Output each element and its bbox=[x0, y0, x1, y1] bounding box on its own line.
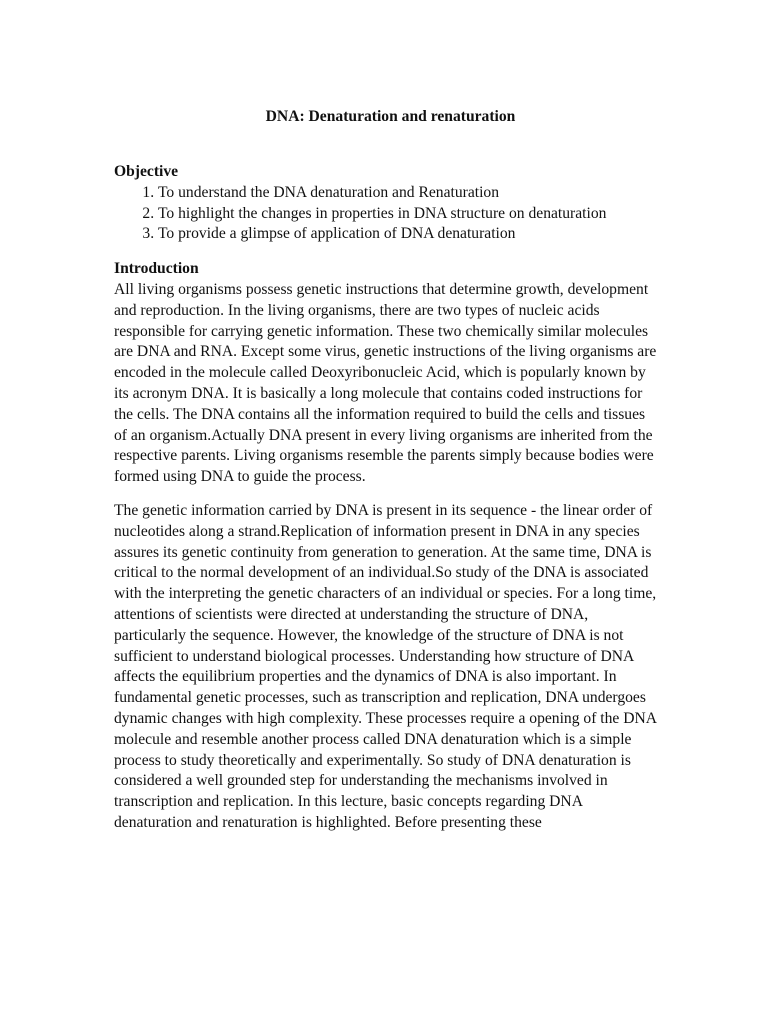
introduction-paragraph: All living organisms possess genetic instructions that determine growth, development and reproduction. In the living organisms, there are two types of nucleic acids responsible for carrying genetic information. These two chemically similar molecules are DNA and RNA. Except some virus, genetic instructions of the living organisms are encoded in the molecule called Deoxyribonucleic Acid, which is popularly known by its acronym DNA. It is basically a long molecule that contains coded instructions for the cells. The DNA contains all the information required to build the cells and tissues of an organism.Actually DNA present in every living organisms are inherited from the respective parents. Living organisms resemble the parents simply because bodies were formed using DNA to guide the process. bbox=[114, 280, 657, 486]
objective-list bbox=[114, 183, 659, 245]
objective-item: 2. To highlight the changes in properties in DNA structure on denaturation bbox=[158, 204, 659, 225]
objective-heading: Objective bbox=[114, 163, 179, 180]
objective-item: 1. To understand the DNA denaturation and Renaturation bbox=[158, 183, 659, 204]
document-body bbox=[114, 106, 659, 834]
introduction-paragraph: The genetic information carried by DNA is present in its sequence - the linear order of nucleotides along a strand.Replication of information present in DNA in any species assures its genetic continuity from generation to generation. At the same time, DNA is critical to the normal development of an individual.So study of the DNA is associated with the interpreting the genetic characters of an individual or species. For a long time, attentions of scientists were directed at understanding the structure of DNA, particularly the sequence. However, the knowledge of the structure of DNA is not sufficient to understand biological processes. Understanding how structure of DNA affects the equilibrium properties and the dynamics of DNA is also important. In fundamental genetic processes, such as transcription and replication, DNA undergoes dynamic changes with high complexity. These processes require a opening of the DNA molecule and resemble another process called DNA denaturation which is a simple process to study theoretically and experimentally. So study of DNA denaturation is considered a well grounded step for understanding the mechanisms involved in transcription and replication. In this lecture, basic concepts regarding DNA denaturation and renaturation is highlighted. Before presenting these bbox=[114, 501, 657, 831]
introduction-heading: Introduction bbox=[114, 260, 199, 278]
document-title: DNA: Denaturation and renaturation bbox=[265, 108, 516, 125]
objective-item: 3. To provide a glimpse of application of DNA denaturation bbox=[158, 224, 659, 245]
